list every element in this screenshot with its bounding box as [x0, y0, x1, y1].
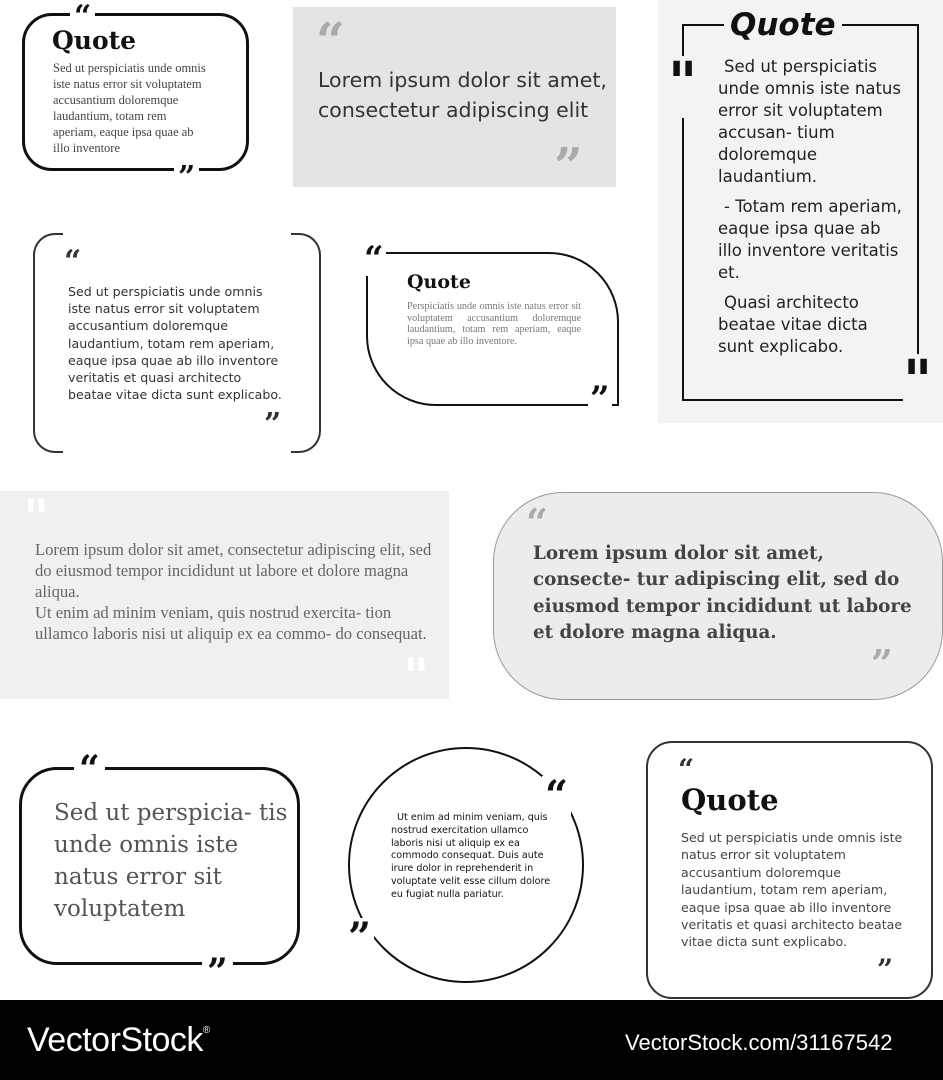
open-quote-icon: “ [678, 753, 695, 786]
open-quote-icon: " [668, 51, 698, 116]
close-quote-icon: " [903, 349, 933, 414]
open-quote-icon: “ [74, 751, 105, 787]
close-quote-icon: ” [202, 954, 233, 990]
open-quote-icon: “ [64, 244, 82, 279]
open-quote-icon: “ [542, 776, 571, 816]
card-body: Perspiciatis unde omnis iste natus error sit voluptatem accusantium doloremque laudantium, totam rem aperiam, eaque ipsa quae ab illo inventore. [407, 301, 581, 347]
close-quote-icon: ” [877, 953, 894, 986]
open-quote-icon: “ [526, 500, 548, 545]
close-quote-icon: ” [590, 379, 610, 419]
card-body: Sed ut perspicia- tis unde omnis iste natus error sit voluptatem [54, 800, 288, 922]
card-body [35, 539, 435, 644]
card-title: Quote [407, 271, 471, 293]
card-body: Ut enim ad minim veniam, quis nostrud exercitation ullamco laboris nisi ut aliquip ex ea commodo consequat. Duis aute irure dolor in reprehenderit in voluptate velit esse cillum dolore eu fugiat nulla pariatur. [391, 812, 551, 900]
card-body: Sed ut perspiciatis unde omnis iste natus error sit voluptatem accusantium doloremque laudantium, totam rem aperiam, eaque ipsa quae ab illo inventore veritatis et quasi architecto beatae vitae dicta sunt explicabo. [68, 284, 282, 403]
quote-card-4-left-bracket [33, 233, 63, 453]
paragraph: Ut enim ad minim veniam, quis nostrud exercita- tion ullamco laboris nisi ut aliquip ex ea commo- do consequat. [35, 603, 427, 643]
close-quote-icon: ” [871, 641, 893, 686]
watermark-footer [0, 1000, 943, 1080]
card-title: Quote [724, 7, 842, 43]
card-title: Quote [681, 783, 779, 817]
close-quote-icon: ” [345, 918, 374, 958]
card-body: Lorem ipsum dolor sit amet, consecte- tur adipiscing elit, sed do eiusmod tempor incididunt ut labore et dolore magna aliqua. [533, 543, 912, 643]
paragraph: Quasi architecto beatae vitae dicta sunt explicabo. [718, 293, 868, 356]
card-body: Lorem ipsum dolor sit amet, consectetur adipiscing elit [318, 68, 607, 122]
open-quote-icon: “ [364, 239, 384, 279]
paragraph: Lorem ipsum dolor sit amet, consectetur adipiscing elit, sed do eiusmod tempor incididunt ut labore et dolore magna aliqua. [35, 540, 432, 601]
image-url: VectorStock.com/31167542 [625, 1030, 893, 1055]
paragraph: Sed ut perspiciatis unde omnis iste natus error sit voluptatem accusan- tium doloremque laudantium. [718, 57, 901, 186]
brand-logo [27, 1021, 210, 1060]
card-body: Sed ut perspiciatis unde omnis iste natus error sit voluptatem accusantium doloremque laudantium, totam rem aperiam, eaque ipsa quae ab illo inventore [53, 61, 206, 155]
registered-mark: ® [202, 1025, 210, 1036]
card-body: Sed ut perspiciatis unde omnis iste natus error sit voluptatem accusantium doloremque laudantium, totam rem aperiam, eaque ipsa quae ab illo inventore veritatis et quasi architecto beatae vitae dicta sunt explicabo. [681, 830, 903, 950]
close-quote-icon: ” [174, 163, 199, 193]
open-quote-icon: “ [316, 11, 345, 70]
close-quote-icon: " [403, 648, 430, 706]
brand-name: VectorStock [27, 1021, 203, 1059]
card-body [718, 56, 904, 358]
paragraph: - Totam rem aperiam, eaque ipsa quae ab illo inventore veritatis et. [718, 197, 902, 282]
open-quote-icon: “ [70, 2, 95, 32]
card-title: Quote [52, 26, 137, 55]
close-quote-icon: ” [554, 136, 583, 195]
close-quote-icon: ” [264, 407, 282, 442]
quote-card-4-right-bracket [291, 233, 321, 453]
open-quote-icon: " [23, 489, 50, 547]
